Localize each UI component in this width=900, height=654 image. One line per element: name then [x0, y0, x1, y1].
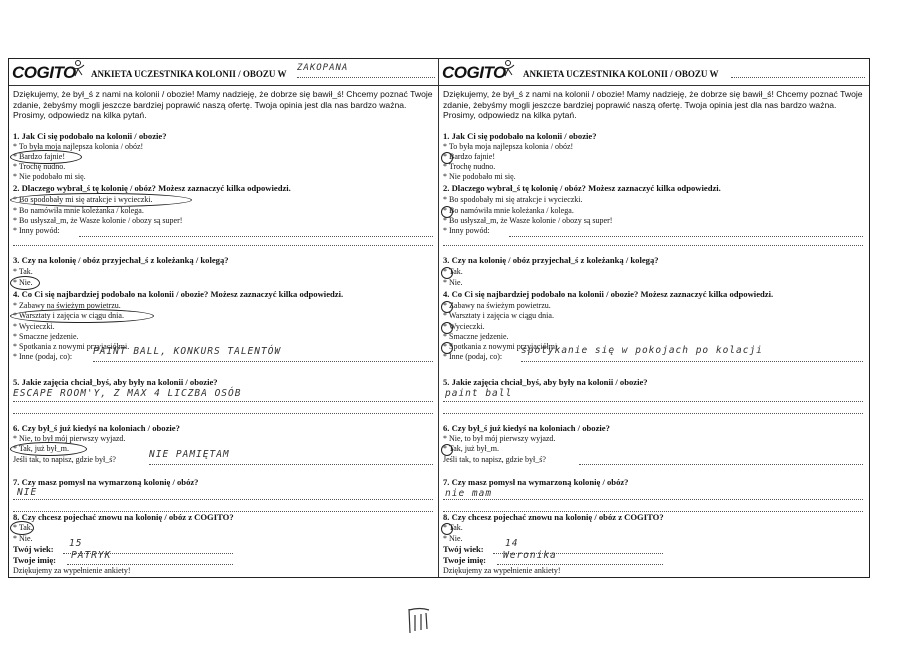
- q7-answer: nie mam: [445, 488, 493, 499]
- question-4: 4. Co Ci się najbardziej podobało na kolonii / obozie? Możesz zaznaczyć kilka odpowiedzi.: [13, 289, 344, 299]
- q6-selected-circle: [10, 442, 87, 456]
- q6-where-line[interactable]: [579, 464, 863, 465]
- q7-answer: NIE: [17, 487, 38, 498]
- q2-option-3[interactable]: * Bo usłyszał_m, że Wasze kolonie / obozy są super!: [13, 216, 183, 225]
- q1-option-3[interactable]: * Trochę nudno.: [443, 162, 496, 171]
- question-7: 7. Czy masz pomysł na wymarzoną kolonię / obóz?: [13, 477, 199, 487]
- age-label: Twój wiek:: [13, 544, 54, 554]
- q1-option-1[interactable]: * To była moja najlepsza kolonia / obóz!: [13, 142, 144, 151]
- cogito-logo: COGITO: [442, 63, 506, 82]
- q5-answer: paint ball: [445, 388, 513, 399]
- q4-option-2[interactable]: * Warsztaty i zajęcia w ciągu dnia.: [13, 311, 124, 320]
- q2-option-1[interactable]: * Bo spodobały mi się atrakcje i wycieczki.: [13, 195, 153, 204]
- q5-line-1[interactable]: [13, 401, 433, 402]
- q4-option-1[interactable]: * Zabawy na świeżym powietrzu.: [13, 301, 121, 310]
- question-1: 1. Jak Ci się podobało na kolonii / obozie?: [443, 131, 597, 141]
- question-6: 6. Czy był_ś już kiedyś na koloniach / obozie?: [13, 423, 180, 433]
- q4-option-4[interactable]: * Smaczne jedzenie.: [13, 332, 79, 341]
- form-header: [9, 59, 438, 86]
- q5-line-2[interactable]: [13, 413, 433, 414]
- q5-line-1[interactable]: [443, 401, 863, 402]
- name-label: Twoje imię:: [443, 555, 487, 565]
- q4-option-6[interactable]: * Inne (podaj, co):: [443, 352, 503, 361]
- question-2: 2. Dlaczego wybrał_ś tę kolonię / obóz? Możesz zaznaczyć kilka odpowiedzi.: [13, 183, 291, 193]
- q1-option-4[interactable]: * Nie podobało mi się.: [13, 172, 86, 181]
- name-line[interactable]: [497, 564, 663, 565]
- q8-selected-circle: [10, 521, 34, 535]
- q5-line-2[interactable]: [443, 413, 863, 414]
- initials-signature-mark: [405, 605, 431, 635]
- survey-form-left: [8, 58, 438, 578]
- q6-option-1[interactable]: * Nie, to był mój pierwszy wyjazd.: [13, 434, 126, 443]
- q8-option-1[interactable]: * Tak.: [443, 523, 463, 532]
- q1-option-2[interactable]: * Bardzo fajnie!: [13, 152, 65, 161]
- cogito-logo: COGITO: [12, 63, 76, 82]
- question-2: 2. Dlaczego wybrał_ś tę kolonię / obóz? Możesz zaznaczyć kilka odpowiedzi.: [443, 183, 721, 193]
- q1-option-3[interactable]: * Trochę nudno.: [13, 162, 66, 171]
- q8-option-2[interactable]: * Nie.: [443, 534, 463, 543]
- q8-option-1[interactable]: * Tak.: [13, 523, 33, 532]
- question-8: 8. Czy chcesz pojechać znowu na kolonię / obóz z COGITO?: [13, 512, 234, 522]
- q4-option-3[interactable]: * Wycieczki.: [443, 322, 485, 331]
- q2-option-4[interactable]: * Inny powód:: [13, 226, 60, 235]
- q4-option-6[interactable]: * Inne (podaj, co):: [13, 352, 73, 361]
- q6-where-line[interactable]: [149, 464, 433, 465]
- q4-option-1[interactable]: * Zabawy na świeżym powietrzu.: [443, 301, 551, 310]
- name-answer: PATRYK: [71, 550, 112, 561]
- camp-location-answer: ZAKOPANA: [297, 63, 349, 73]
- q4-option-4[interactable]: * Smaczne jedzenie.: [443, 332, 509, 341]
- age-label: Twój wiek:: [443, 544, 484, 554]
- question-1: 1. Jak Ci się podobało na kolonii / obozie?: [13, 131, 167, 141]
- intro-text: Dziękujemy, że był_ś z nami na kolonii / obozie! Mamy nadzieję, że dobrze się bawił_ś! Chcemy poznać Twoje zdanie, żebyśmy mogli jeszcze bardziej poprawić naszą ofertę. Twoja opinia jest dla nas bardzo ważna. Prosimy, odpowiedz na kilka pytań.: [13, 89, 433, 120]
- q2-selected-circle: [10, 193, 192, 207]
- q6-option-1[interactable]: * Nie, to był mój pierwszy wyjazd.: [443, 434, 556, 443]
- q2-other-line-2[interactable]: [443, 245, 863, 246]
- q4-other-line[interactable]: [93, 361, 433, 362]
- question-4: 4. Co Ci się najbardziej podobało na kolonii / obozie? Możesz zaznaczyć kilka odpowiedzi.: [443, 289, 774, 299]
- q1-option-1[interactable]: * To była moja najlepsza kolonia / obóz!: [443, 142, 574, 151]
- q4-selected-circle: [10, 309, 154, 323]
- form-title: ANKIETA UCZESTNIKA KOLONII / OBOZU W: [91, 69, 287, 79]
- q2-option-2[interactable]: * Bo namówiła mnie koleżanka / kolega.: [13, 206, 144, 215]
- intro-text: Dziękujemy, że był_ś z nami na kolonii / obozie! Mamy nadzieję, że dobrze się bawił_ś! Chcemy poznać Twoje zdanie, żebyśmy mogli jeszcze bardziej poprawić naszą ofertę. Twoja opinia jest dla nas bardzo ważna. Prosimy, odpowiedz na kilka pytań.: [443, 89, 863, 120]
- q3-option-2[interactable]: * Nie.: [443, 278, 463, 287]
- q3-option-2[interactable]: * Nie.: [13, 278, 33, 287]
- question-7: 7. Czy masz pomysł na wymarzoną kolonię / obóz?: [443, 477, 629, 487]
- name-label: Twoje imię:: [13, 555, 57, 565]
- thanks-text: Dziękujemy za wypełnienie ankiety!: [13, 566, 131, 575]
- q5-answer: ESCAPE ROOM'Y, Z MAX 4 LICZBA OSÓB: [13, 388, 242, 399]
- name-answer: Weronika: [503, 550, 557, 561]
- q8-option-2[interactable]: * Nie.: [13, 534, 33, 543]
- question-5: 5. Jakie zajęcia chciał_byś, aby były na kolonii / obozie?: [443, 377, 648, 387]
- q4-other-line[interactable]: [521, 361, 863, 362]
- q6-follow-label: Jeśli tak, to napisz, gdzie był_ś?: [443, 455, 546, 464]
- location-line[interactable]: [731, 77, 865, 78]
- age-answer: 14: [505, 538, 519, 549]
- form-title: ANKIETA UCZESTNIKA KOLONII / OBOZU W: [523, 69, 719, 79]
- logo-figure-icon: [499, 59, 517, 77]
- q4-other-answer: spotykanie się w pokojach po kolacji: [521, 345, 763, 356]
- logo-figure-icon: [69, 59, 87, 77]
- q1-option-2[interactable]: * Bardzo fajnie!: [443, 152, 495, 161]
- location-line: [297, 77, 435, 78]
- q4-option-5[interactable]: * Spotkania z nowymi przyjaciółmi.: [443, 342, 560, 351]
- q4-option-3[interactable]: * Wycieczki.: [13, 322, 55, 331]
- q3-option-1[interactable]: * Tak.: [13, 267, 33, 276]
- form-header: [439, 59, 869, 86]
- question-8: 8. Czy chcesz pojechać znowu na kolonię / obóz z COGITO?: [443, 512, 664, 522]
- q2-option-2[interactable]: * Bo namówiła mnie koleżanka / kolega.: [443, 206, 574, 215]
- name-line[interactable]: [67, 564, 233, 565]
- q3-selected-circle: [10, 276, 40, 290]
- q6-where-answer: NIE PAMIĘTAM: [149, 449, 230, 460]
- q7-line-1[interactable]: [13, 499, 433, 500]
- age-answer: 15: [69, 538, 83, 549]
- q1-option-4[interactable]: * Nie podobało mi się.: [443, 172, 516, 181]
- question-3: 3. Czy na kolonię / obóz przyjechał_ś z koleżanką / kolegą?: [13, 255, 229, 265]
- question-5: 5. Jakie zajęcia chciał_byś, aby były na kolonii / obozie?: [13, 377, 218, 387]
- q4-option-2[interactable]: * Warsztaty i zajęcia w ciągu dnia.: [443, 311, 554, 320]
- q2-other-line-2[interactable]: [13, 245, 433, 246]
- q2-option-3[interactable]: * Bo usłyszał_m, że Wasze kolonie / obozy są super!: [443, 216, 613, 225]
- q2-option-1[interactable]: * Bo spodobały mi się atrakcje i wycieczki.: [443, 195, 583, 204]
- question-6: 6. Czy był_ś już kiedyś na koloniach / obozie?: [443, 423, 610, 433]
- q7-line-1[interactable]: [443, 499, 863, 500]
- q2-other-line[interactable]: [79, 236, 433, 237]
- q2-option-4[interactable]: * Inny powód:: [443, 226, 490, 235]
- q6-option-2[interactable]: * Tak, już był_m.: [443, 444, 499, 453]
- q3-option-1[interactable]: * Tak.: [443, 267, 463, 276]
- q2-other-line[interactable]: [509, 236, 863, 237]
- question-3: 3. Czy na kolonię / obóz przyjechał_ś z koleżanką / kolegą?: [443, 255, 659, 265]
- q4-option-5[interactable]: * Spotkania z nowymi przyjaciółmi.: [13, 342, 130, 351]
- q4-other-answer: PAINT BALL, KONKURS TALENTÓW: [93, 346, 282, 357]
- survey-form-right: [438, 58, 870, 578]
- q6-option-2[interactable]: * Tak, już był_m.: [13, 444, 69, 453]
- thanks-text: Dziękujemy za wypełnienie ankiety!: [443, 566, 561, 575]
- q6-follow-label: Jeśli tak, to napisz, gdzie był_ś?: [13, 455, 116, 464]
